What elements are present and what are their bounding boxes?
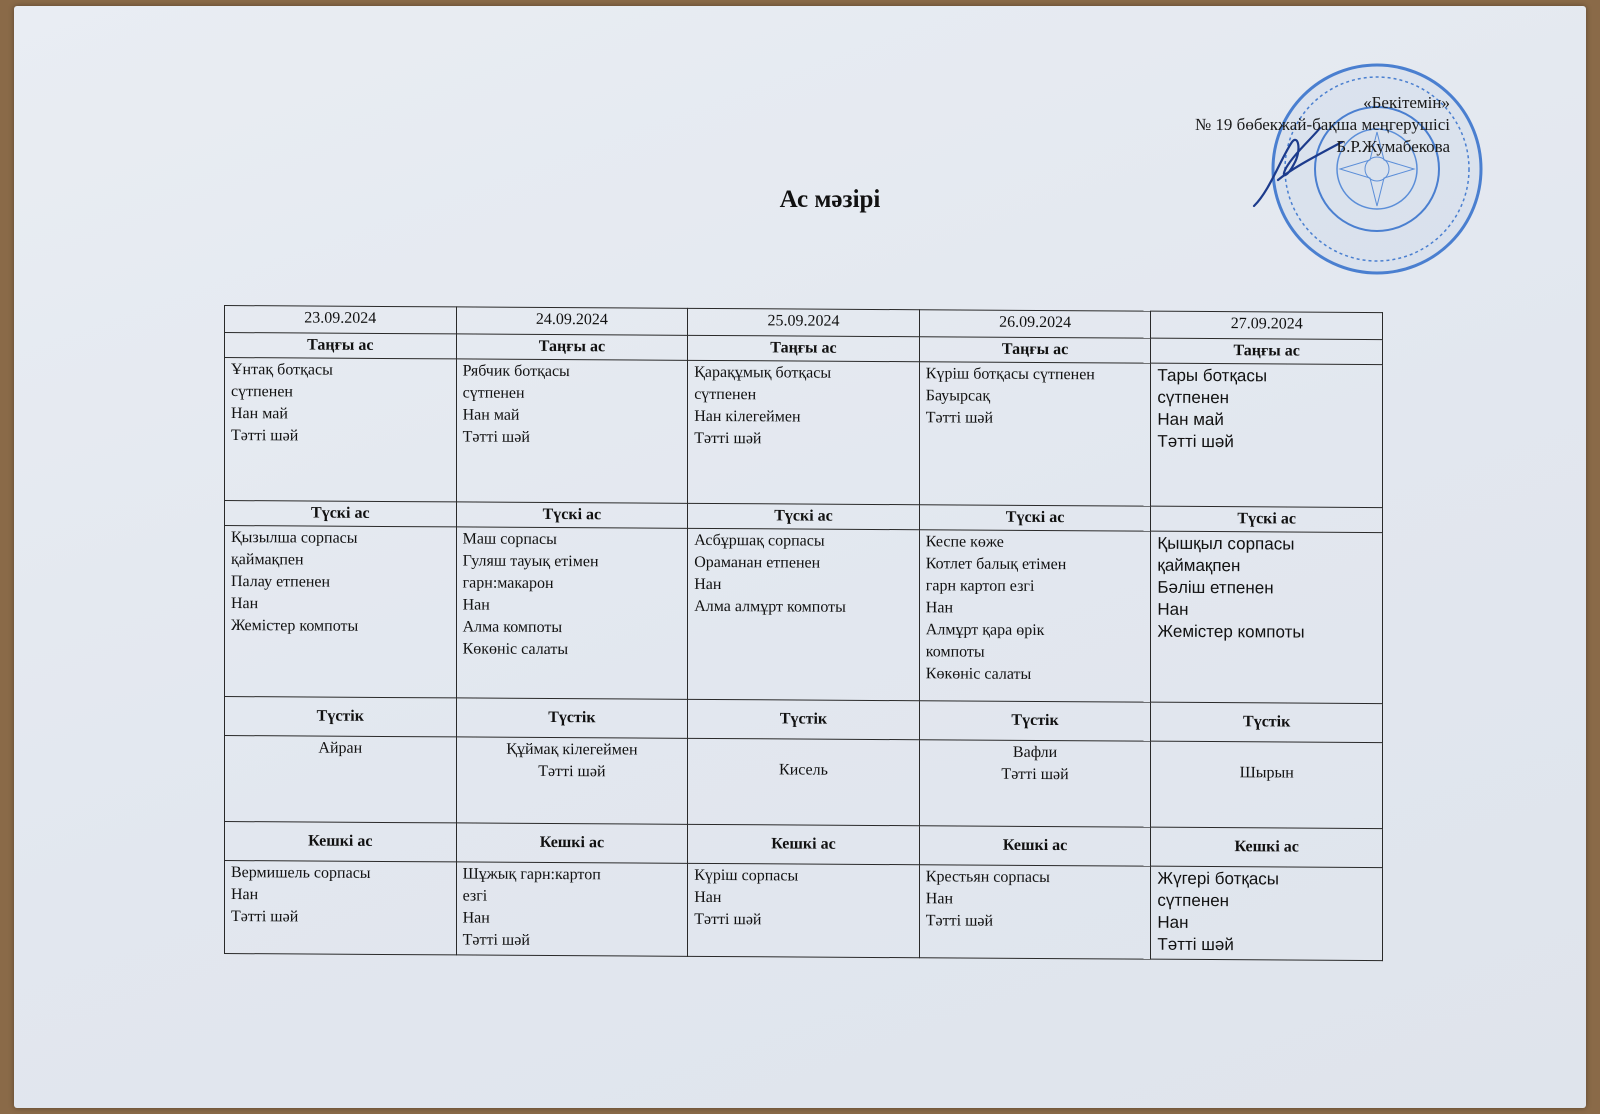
snack-cell: Вафли Тәтті шәй	[919, 740, 1151, 827]
lunch-cell: Маш сорпасы Гуляш тауық етімен гарн:макарон Нан Алма компоты Көкөніс салаты	[456, 527, 688, 699]
date-cell: 25.09.2024	[688, 308, 920, 336]
snack-header: Түстік	[456, 698, 688, 738]
date-cell: 23.09.2024	[225, 306, 457, 334]
date-cell: 27.09.2024	[1151, 311, 1383, 339]
approval-name: Б.Р.Жумабекова	[1336, 137, 1450, 156]
breakfast-cell: Ұнтақ ботқасы сүтпенен Нан май Тәтті шәй	[225, 358, 457, 502]
lunch-header: Түскі ас	[919, 505, 1151, 531]
menu-table	[224, 305, 1383, 961]
snack-cell: Кисель	[688, 738, 920, 825]
dinner-cell: Крестьян сорпасы Нан Тәтті шәй	[919, 865, 1151, 959]
dinner-header: Кешкі ас	[1151, 827, 1383, 867]
lunch-header: Түскі ас	[688, 503, 920, 529]
page-title: Ас мәзірі	[779, 186, 881, 213]
lunch-header: Түскі ас	[225, 501, 457, 527]
approval-position: № 19 бөбекжай-бақша меңгерушісі	[1194, 115, 1450, 134]
approval-block	[1195, 92, 1450, 158]
lunch-cell: Қышқыл сорпасы қаймақпен Бәліш етпенен Нан Жемістер компоты	[1151, 531, 1383, 703]
snack-header: Түстік	[225, 697, 457, 737]
breakfast-header: Таңғы ас	[688, 335, 920, 361]
dinner-header: Кешкі ас	[688, 824, 920, 864]
date-cell: 26.09.2024	[919, 310, 1151, 338]
snack-row	[225, 736, 1383, 829]
dinner-header: Кешкі ас	[225, 822, 457, 862]
breakfast-cell: Қарақұмық ботқасы сүтпенен Нан кілегеймен Тәтті шәй	[688, 360, 920, 504]
dinner-cell: Жүгері ботқасы сүтпенен Нан Тәтті шәй	[1151, 866, 1383, 960]
lunch-header: Түскі ас	[456, 502, 688, 528]
breakfast-cell: Күріш ботқасы сүтпенен Бауырсақ Тәтті шәй	[919, 362, 1151, 506]
breakfast-header: Таңғы ас	[1151, 338, 1383, 364]
lunch-cell: Қызылша сорпасы қаймақпен Палау етпенен Нан Жемістер компоты	[225, 526, 457, 698]
snack-header: Түстік	[919, 701, 1151, 741]
dinner-row	[225, 861, 1383, 961]
dinner-cell: Шұжық гарн:картоп езгі Нан Тәтті шәй	[456, 862, 688, 956]
dinner-header: Кешкі ас	[919, 826, 1151, 866]
lunch-row	[225, 526, 1383, 704]
breakfast-header: Таңғы ас	[225, 333, 457, 359]
snack-header: Түстік	[688, 699, 920, 739]
breakfast-cell: Тары ботқасы сүтпенен Нан май Тәтті шәй	[1151, 363, 1383, 507]
breakfast-header: Таңғы ас	[919, 337, 1151, 363]
snack-cell: Айран	[225, 736, 457, 823]
approval-heading: «Бекітемін»	[1363, 93, 1450, 112]
lunch-header: Түскі ас	[1151, 506, 1383, 532]
dinner-header: Кешкі ас	[456, 823, 688, 863]
date-cell: 24.09.2024	[456, 307, 688, 335]
snack-header: Түстік	[1151, 702, 1383, 742]
dinner-cell: Күріш сорпасы Нан Тәтті шәй	[688, 863, 920, 957]
snack-cell: Құймақ кілегеймен Тәтті шәй	[456, 737, 688, 824]
lunch-cell: Кеспе көже Котлет балық етімен гарн картоп езгі Нан Алмұрт қара өрік компоты Көкөніс салаты	[919, 530, 1151, 702]
breakfast-cell: Рябчик ботқасы сүтпенен Нан май Тәтті шәй	[456, 359, 688, 503]
lunch-cell: Асбұршақ сорпасы Ораманан етпенен Нан Алма алмұрт компоты	[688, 528, 920, 700]
snack-cell: Шырын	[1151, 741, 1383, 828]
dinner-cell: Вермишель сорпасы Нан Тәтті шәй	[225, 861, 457, 955]
breakfast-header: Таңғы ас	[456, 334, 688, 360]
breakfast-row	[225, 358, 1383, 508]
